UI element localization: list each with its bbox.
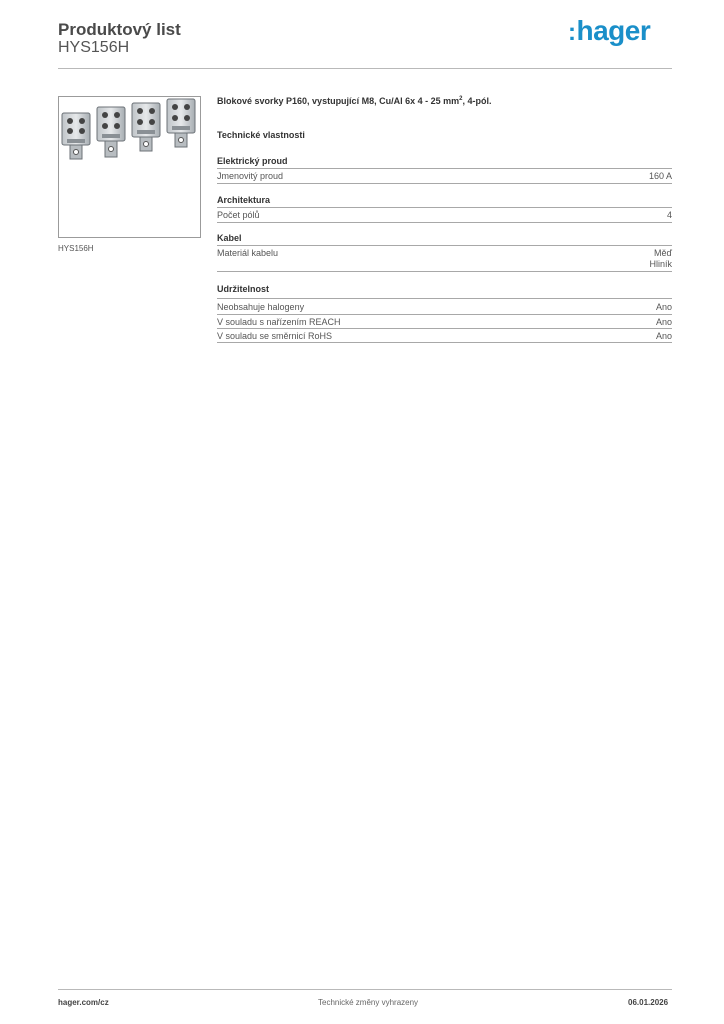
spec-value-rohs: Ano xyxy=(655,331,672,341)
spec-label-halogen-free: Neobsahuje halogeny xyxy=(217,302,305,312)
footer-divider xyxy=(58,989,672,990)
product-description xyxy=(217,96,491,106)
group-title-architecture: Architektura xyxy=(217,195,271,205)
spec-label-rohs: V souladu se směrnicí RoHS xyxy=(217,331,333,341)
rule xyxy=(217,271,672,272)
rule xyxy=(217,328,672,329)
footer-website-link[interactable]: hager.com/cz xyxy=(58,998,109,1007)
product-code: HYS156H xyxy=(58,39,130,56)
rule xyxy=(217,168,672,169)
terminal-block-3 xyxy=(132,103,160,151)
spec-label-cable-material: Materiál kabelu xyxy=(217,248,279,258)
spec-label-rated-current: Jmenovitý proud xyxy=(217,171,284,181)
product-image xyxy=(58,96,201,238)
spec-label-poles: Počet pólů xyxy=(217,210,260,220)
hager-logo: :hager xyxy=(568,15,651,46)
rule xyxy=(217,298,672,299)
cable-material-copper: Měď xyxy=(653,248,672,258)
spec-value-poles: 4 xyxy=(666,210,672,220)
spec-value-reach: Ano xyxy=(655,317,672,327)
terminal-block-2 xyxy=(97,107,125,157)
logo-text: hager xyxy=(576,15,651,46)
rule xyxy=(217,222,672,223)
spec-label-reach: V souladu s nařízením REACH xyxy=(217,317,341,327)
group-title-cable: Kabel xyxy=(217,233,242,243)
rule xyxy=(217,183,672,184)
rule xyxy=(217,342,672,343)
description-superscript: 2 xyxy=(459,96,463,102)
rule xyxy=(217,245,672,246)
rule xyxy=(217,207,672,208)
spec-value-cable-material xyxy=(649,248,672,270)
image-caption: HYS156H xyxy=(58,244,94,253)
footer-date: 06.01.2026 xyxy=(628,998,669,1007)
spec-value-halogen-free: Ano xyxy=(655,302,672,312)
terminal-block-1 xyxy=(62,113,90,159)
rule xyxy=(217,314,672,315)
cable-material-aluminium: Hliník xyxy=(649,259,672,269)
description-main: Blokové svorky P160, vystupující M8, Cu/Al 6x 4 - 25 mm xyxy=(217,96,460,106)
terminal-blocks-illustration xyxy=(59,97,200,237)
group-title-electric-current: Elektrický proud xyxy=(217,156,288,166)
footer-disclaimer: Technické změny vyhrazeny xyxy=(318,998,419,1007)
group-title-sustainability: Udržitelnost xyxy=(217,284,270,294)
description-end: , 4-pól. xyxy=(462,96,492,106)
tech-specs-title: Technické vlastnosti xyxy=(217,130,305,140)
header-divider xyxy=(58,68,672,69)
page-title: Produktový list xyxy=(58,20,181,39)
terminal-block-4 xyxy=(167,99,195,147)
spec-value-rated-current: 160 A xyxy=(648,171,672,181)
